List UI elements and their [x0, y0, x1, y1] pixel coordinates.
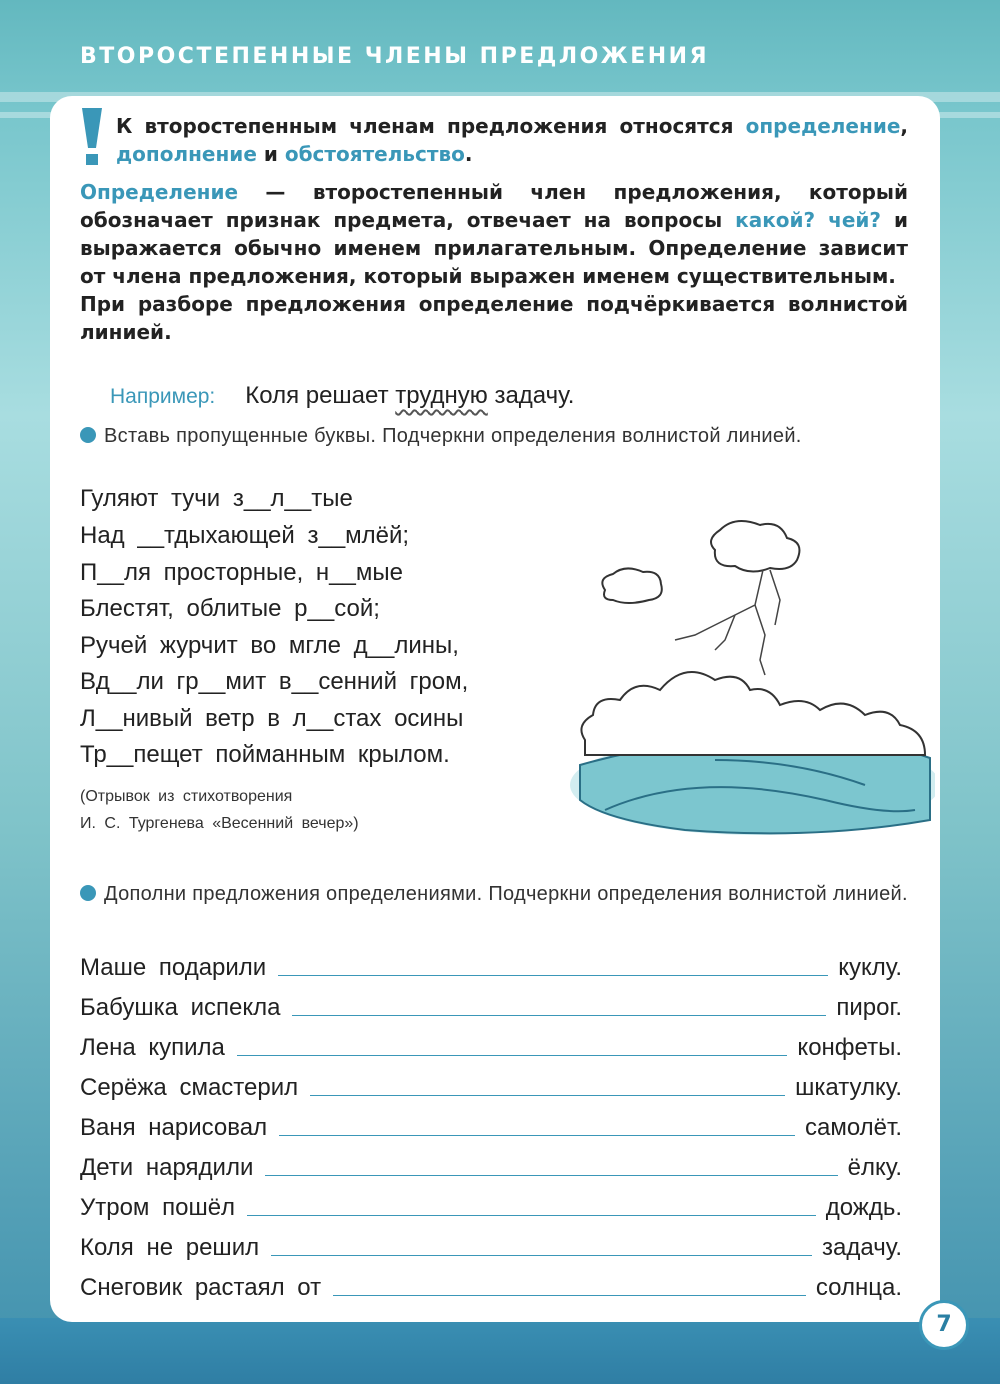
- bullet-icon: [80, 885, 96, 901]
- example-sentence: [110, 382, 574, 414]
- bullet-icon: [80, 427, 96, 443]
- sentence-end: пирог.: [836, 994, 902, 1021]
- definition-rule: При разборе предложения определение подчёркивается волнистой линией.: [80, 292, 908, 344]
- fill-in-sentence: [80, 1150, 902, 1182]
- poem-line: Над __тдыхающей з__млёй;: [80, 522, 410, 549]
- poem-line: П__ля просторные, н__мые: [80, 559, 403, 586]
- sentence-end: самолёт.: [804, 1114, 902, 1141]
- answer-blank[interactable]: [271, 1255, 812, 1256]
- fill-in-sentence: [80, 1030, 902, 1062]
- rule-intro: [116, 112, 908, 168]
- answer-blank[interactable]: [310, 1095, 785, 1096]
- page-title: ВТОРОСТЕПЕННЫЕ ЧЛЕНЫ ПРЕДЛОЖЕНИЯ: [80, 44, 710, 69]
- definition-questions: какой? чей?: [735, 208, 881, 232]
- poem-line: Ручей журчит во мгле д__лины,: [80, 632, 459, 659]
- sentence-start: Ваня нарисовал: [80, 1114, 268, 1141]
- answer-blank[interactable]: [237, 1055, 788, 1056]
- poem-source: (Отрывок из стихотворения: [80, 788, 293, 805]
- sentence-end: солнца.: [815, 1274, 902, 1301]
- task1-text: Вставь пропущенные буквы. Подчеркни определения волнистой линией.: [104, 425, 802, 447]
- page-number: 7: [919, 1300, 969, 1350]
- task2-text: Дополни предложения определениями. Подчеркни определения волнистой линией.: [104, 883, 908, 905]
- poem-line: Гуляют тучи з__л__тые: [80, 485, 353, 512]
- poem-line: Л__нивый ветр в л__стах осины: [80, 705, 464, 732]
- example-text: Коля решает: [245, 382, 396, 409]
- sentence-start: Коля не решил: [80, 1234, 260, 1261]
- poem-line: Блестят, облитые р__сой;: [80, 595, 380, 622]
- poem-line: Тр__пещет пойманным крылом.: [80, 741, 450, 768]
- fill-in-sentence: [80, 990, 902, 1022]
- rule-intro-text: К второстепенным членам предложения относятся: [116, 114, 746, 138]
- landscape-illustration: [565, 510, 935, 840]
- sentence-end: куклу.: [838, 954, 902, 981]
- fill-in-sentence: [80, 1070, 902, 1102]
- term-definition: определение: [745, 114, 901, 138]
- sentence-start: Дети нарядили: [80, 1154, 254, 1181]
- fill-in-sentence: [80, 950, 902, 982]
- definition-block: [80, 178, 908, 346]
- rule-end: .: [464, 142, 473, 166]
- sentence-end: задачу.: [822, 1234, 902, 1261]
- answer-blank[interactable]: [333, 1295, 806, 1296]
- rule-separator: ,: [900, 114, 908, 138]
- definition-text: и выражается обычно именем прилагательным. Определение зависит от члена предложения, который выражен именем существительным.: [80, 208, 908, 288]
- definition-text: — второстепенный член предложения, который обозначает признак предмета, отвечает на вопросы: [80, 180, 908, 232]
- sentence-end: шкатулку.: [795, 1074, 902, 1101]
- sentence-start: Бабушка испекла: [80, 994, 281, 1021]
- sentence-start: Лена купила: [80, 1034, 225, 1061]
- sentence-end: конфеты.: [797, 1034, 902, 1061]
- example-underlined-word: трудную: [395, 382, 488, 409]
- rule-separator: и: [256, 142, 285, 166]
- sentence-start: Снеговик растаял от: [80, 1274, 322, 1301]
- answer-blank[interactable]: [279, 1135, 795, 1136]
- answer-blank[interactable]: [292, 1015, 826, 1016]
- poem-source: И. С. Тургенева «Весенний вечер»): [80, 815, 359, 832]
- task1-instruction: [80, 422, 908, 450]
- bottom-band: [0, 1318, 1000, 1384]
- answer-blank[interactable]: [247, 1215, 816, 1216]
- fill-in-sentence: [80, 1270, 902, 1302]
- poem-line: Вд__ли гр__мит в__сенний гром,: [80, 668, 469, 695]
- example-text: задачу.: [487, 382, 575, 409]
- answer-blank[interactable]: [278, 975, 828, 976]
- task2-instruction: [80, 880, 908, 908]
- term-object: дополнение: [116, 142, 257, 166]
- term-adverbial: обстоятельство: [284, 142, 465, 166]
- sentence-end: дождь.: [825, 1194, 902, 1221]
- sentence-start: Маше подарили: [80, 954, 267, 981]
- answer-blank[interactable]: [265, 1175, 837, 1176]
- sentence-start: Утром пошёл: [80, 1194, 236, 1221]
- example-label: Например:: [110, 385, 216, 408]
- exclamation-icon: [80, 108, 104, 166]
- fill-in-sentence: [80, 1190, 902, 1222]
- sentence-start: Серёжа смастерил: [80, 1074, 299, 1101]
- sentence-end: ёлку.: [847, 1154, 902, 1181]
- fill-in-sentence: [80, 1230, 902, 1262]
- fill-in-sentence: [80, 1110, 902, 1142]
- definition-term: Определение: [80, 180, 239, 204]
